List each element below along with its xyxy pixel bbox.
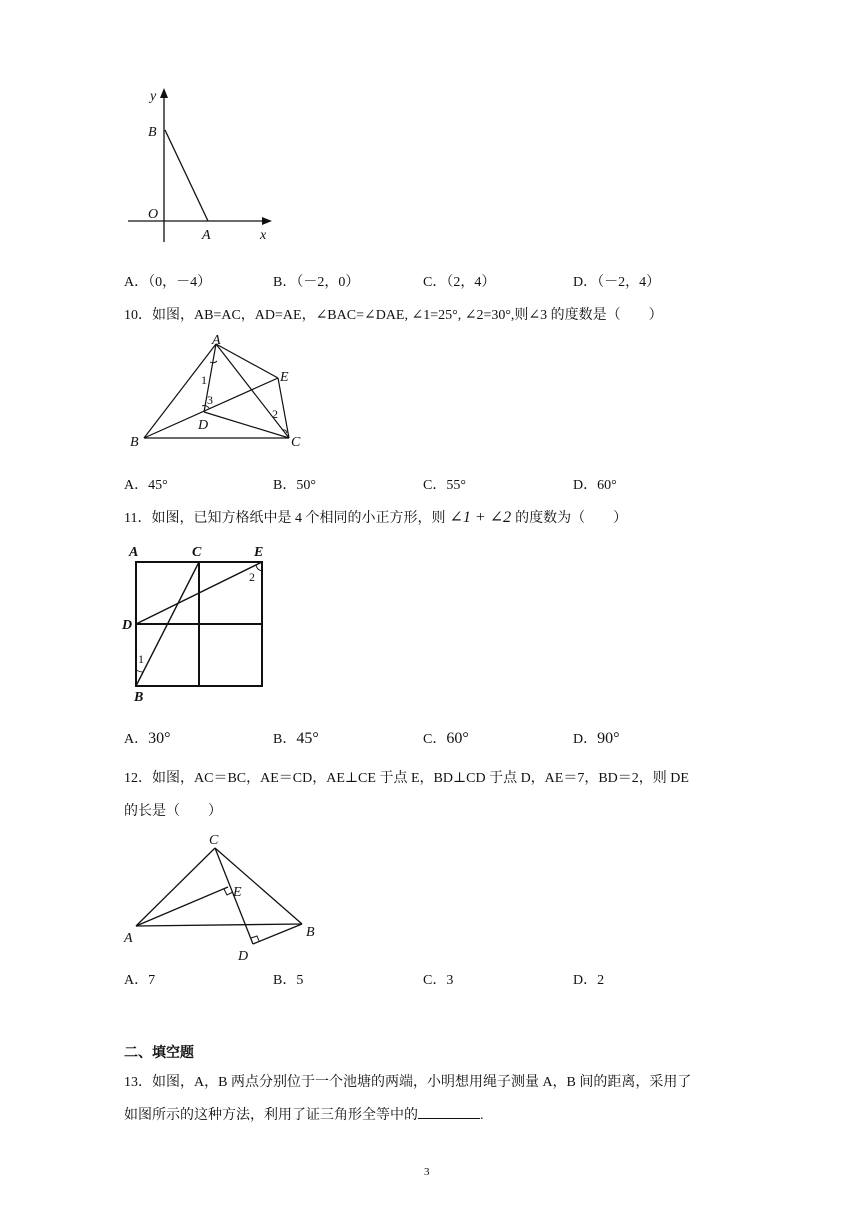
q10-option-b: B．50° (273, 478, 316, 493)
q12-label-c: C (209, 833, 219, 848)
q11-text-after: 的度数为（ ） (515, 511, 628, 526)
q12-option-c: C．3 (423, 973, 454, 988)
q9-option-b: B．（－2，0） (273, 275, 360, 290)
q10-option-c: C．55° (423, 478, 466, 493)
q11-label-a: A (129, 545, 139, 560)
q11-option-c: C．60° (423, 730, 469, 747)
q11-label-e: E (254, 545, 264, 560)
q12-figure (120, 828, 330, 968)
question-13-line-2: 如图所示的这种方法，利用了证三角形全等中的 . (124, 1108, 484, 1123)
section-2-title: 二、填空题 (124, 1045, 194, 1061)
q12-label-b: B (306, 925, 315, 940)
q11-option-b: B．45° (273, 730, 319, 747)
q9-option-d: D．（－2，4） (573, 275, 661, 290)
q10-option-a: A．45° (124, 478, 168, 493)
question-13-line-1: 13．如图，A，B 两点分别位于一个池塘的两端，小明想用绳子测量 A，B 间的距离，采用了 (124, 1075, 692, 1090)
coordinate-figure (120, 84, 280, 244)
q9-option-a: A．（0，－4） (124, 275, 212, 290)
q10-angle-1: 1 (201, 373, 207, 387)
q12-label-d: D (238, 949, 249, 964)
q12-option-d: D．2 (573, 973, 605, 988)
page-number: 3 (424, 1166, 430, 1178)
q11-label-d: D (122, 618, 133, 633)
q12-option-b: B．5 (273, 973, 304, 988)
point-label-a: A (202, 228, 211, 243)
q11-option-d: D．90° (573, 730, 620, 747)
axis-label-y: y (150, 89, 157, 104)
q11-grid-figure (120, 542, 270, 704)
q11-text-before: 11．如图，已知方格纸中是 4 个相同的小正方形，则 (124, 511, 446, 526)
question-10-text: 10．如图，AB=AC，AD=AE，∠BAC=∠DAE, ∠1=25°, ∠2=30°,则∠3 的度数是（ ） (124, 308, 663, 323)
q10-angle-3: 3 (207, 393, 213, 407)
q10-label-d: D (198, 418, 209, 433)
axis-label-x: x (260, 228, 267, 243)
point-label-b: B (148, 125, 157, 140)
q10-figure (124, 334, 314, 452)
q10-option-d: D．60° (573, 478, 617, 493)
question-12-line-1: 12．如图，AC＝BC，AE＝CD，AE⊥CE 于点 E，BD⊥CD 于点 D，AE＝7，BD＝2，则 DE (124, 771, 689, 786)
q11-angle-1: 1 (138, 652, 144, 666)
q13-answer-blank[interactable] (418, 1106, 480, 1119)
q11-label-b: B (134, 690, 144, 704)
q10-angle-2: 2 (272, 407, 278, 421)
q11-math: ∠1 + ∠2 (449, 509, 512, 526)
q10-label-b: B (130, 435, 139, 450)
q10-label-a: A (212, 334, 221, 348)
q12-label-e: E (233, 885, 242, 900)
q10-label-c: C (291, 435, 301, 450)
q10-label-e: E (280, 370, 289, 385)
q9-option-c: C．（2，4） (423, 275, 496, 290)
q12-option-a: A．7 (124, 973, 156, 988)
q11-label-c: C (192, 545, 202, 560)
question-11-text (124, 507, 627, 527)
question-12-line-2: 的长是（ ） (124, 804, 222, 819)
q11-option-a: A．30° (124, 730, 171, 747)
q12-label-a: A (124, 931, 133, 946)
point-label-o: O (148, 207, 159, 222)
q11-angle-2: 2 (249, 570, 255, 584)
